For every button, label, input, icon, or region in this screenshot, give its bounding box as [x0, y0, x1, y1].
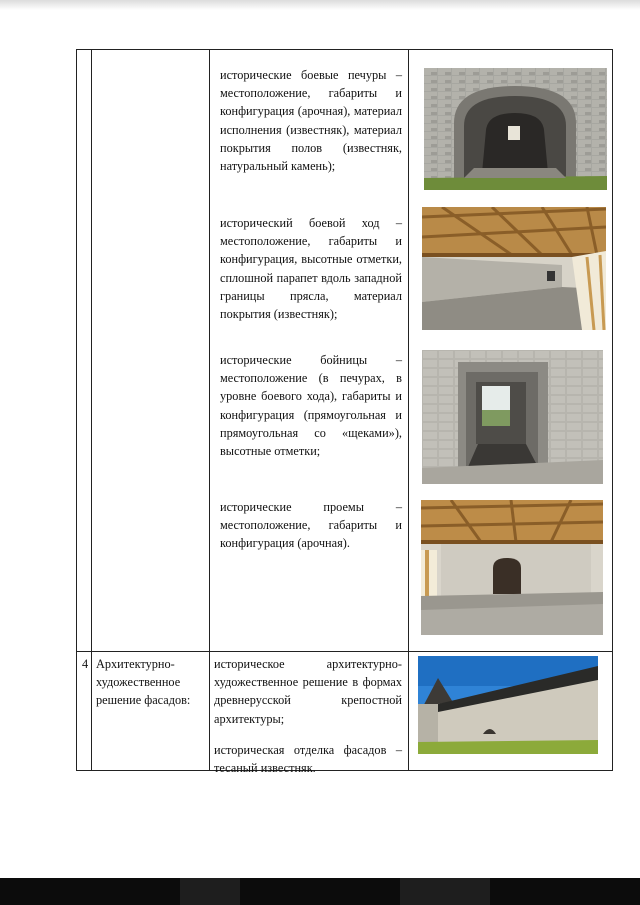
description-embrasures: исторические боевые печуры – местоположение, габариты и конфигурация (арочная), материал исполнения (известняк), материал покрытия полов (известняк, натуральный камень);	[220, 68, 402, 174]
arched-opening-photo	[421, 500, 603, 635]
table-top-border	[76, 49, 613, 50]
scan-edge-bottom	[0, 878, 640, 905]
column-border	[209, 49, 210, 771]
description-facade-finish: историческая отделка фасадов – тесаный известняк.	[214, 743, 402, 776]
scan-edge-top	[0, 0, 640, 10]
fighting-gallery-photo	[422, 207, 606, 330]
description-fighting-gallery: исторический боевой ход – местоположение, габариты и конфигурация, высотные отметки, сплошной парапет вдоль западной границы прясла, материал покрытия (известняк);	[220, 216, 402, 322]
loophole-photo	[422, 350, 603, 484]
row-divider	[76, 651, 613, 652]
description-openings: исторические проемы – местоположение, габариты и конфигурация (арочная).	[220, 500, 402, 551]
row-number: 4	[82, 657, 89, 671]
element-name: Архитектурно-художественное решение фасадов:	[96, 657, 191, 708]
table-right-border	[612, 49, 613, 771]
column-border	[91, 49, 92, 771]
description-loopholes: исторические бойницы – местоположение (в печурах, в уровне боевого хода), габариты и конфигурация (прямоугольная и прямоугольная со «щеками»), высотные отметки;	[220, 353, 402, 459]
arched-embrasure-photo	[424, 68, 607, 190]
column-border	[76, 49, 77, 771]
facade-photo	[418, 656, 598, 754]
column-border	[408, 49, 409, 771]
description-architectural-solution: историческое архитектурно-художественное решение в формах древнерусской крепостной архитектуры;	[214, 657, 402, 726]
